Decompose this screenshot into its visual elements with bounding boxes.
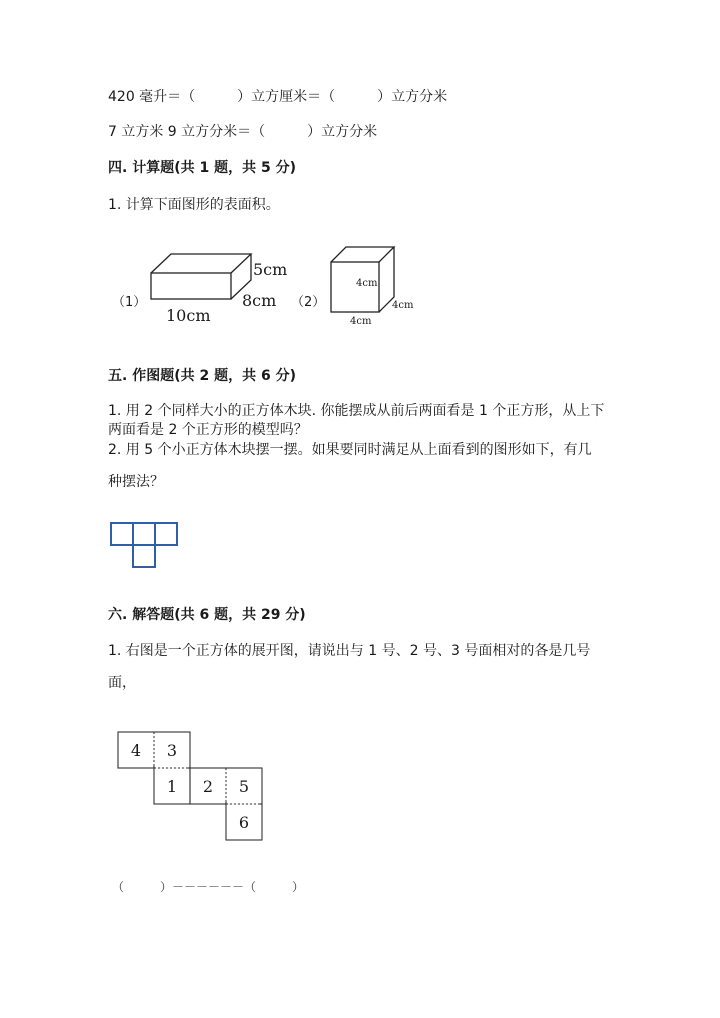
- cuboid-top-face: [151, 254, 251, 273]
- net-number: 3: [166, 741, 178, 760]
- cuboid-depth-label: 8cm: [242, 291, 277, 310]
- cuboid-length-label: 10cm: [166, 306, 211, 325]
- net-number: 6: [238, 813, 250, 832]
- top-view-figure: [108, 520, 182, 570]
- top-view-square-4: [133, 545, 155, 567]
- section-4-question-1: 1. 计算下面图形的表面积。: [108, 197, 280, 213]
- section-5-question-2-line-1: 2. 用 5 个小正方体木块摆一摆。如果要同时满足从上面看到的图形如下，有几: [108, 442, 592, 458]
- net-number: 5: [238, 777, 250, 796]
- fill-line-1: 420 毫升＝（ ）立方厘米＝（ ）立方分米: [108, 89, 448, 105]
- cube-net-figure: [117, 731, 263, 843]
- section-5-question-1-line-2: 两面看是 2 个正方形的模型吗？: [108, 422, 308, 438]
- cube-front-edge-label: 4cm: [356, 278, 378, 289]
- net-number: 2: [202, 777, 214, 796]
- cuboid-front-face: [151, 273, 231, 299]
- cube-bottom-edge-label: 4cm: [350, 316, 372, 327]
- net-number: 1: [166, 777, 178, 796]
- section-6-question-1-line-1: 1. 右图是一个正方体的展开图，请说出与 1 号、2 号、3 号面相对的各是几号: [108, 643, 591, 659]
- cuboid-height-label: 5cm: [253, 260, 288, 279]
- section-6-question-1-line-2: 面，: [108, 675, 136, 691]
- section-5-heading: 五. 作图题(共 2 题，共 6 分): [108, 368, 296, 384]
- section-5-question-1-line-1: 1. 用 2 个同样大小的正方体木块. 你能摆成从前后两面看是 1 个正方形，从上下: [108, 403, 605, 419]
- section-5-question-2-line-2: 种摆法？: [108, 474, 164, 490]
- fill-line-2: 7 立方米 9 立方分米＝（ ）立方分米: [108, 124, 378, 140]
- top-view-square-3: [155, 523, 177, 545]
- figure-2-index: （2）: [291, 295, 326, 310]
- figure-1-index: （1）: [112, 295, 147, 310]
- section-4-heading: 四. 计算题(共 1 题，共 5 分): [108, 160, 296, 176]
- section-6-heading: 六. 解答题(共 6 题，共 29 分): [108, 607, 306, 623]
- top-view-square-2: [133, 523, 155, 545]
- net-number: 4: [130, 741, 142, 760]
- cube-side-edge-label: 4cm: [392, 300, 414, 311]
- top-view-square-1: [111, 523, 133, 545]
- answer-line: （ ）－－－－－－（ ）: [112, 880, 305, 894]
- cube-top-face: [331, 247, 394, 262]
